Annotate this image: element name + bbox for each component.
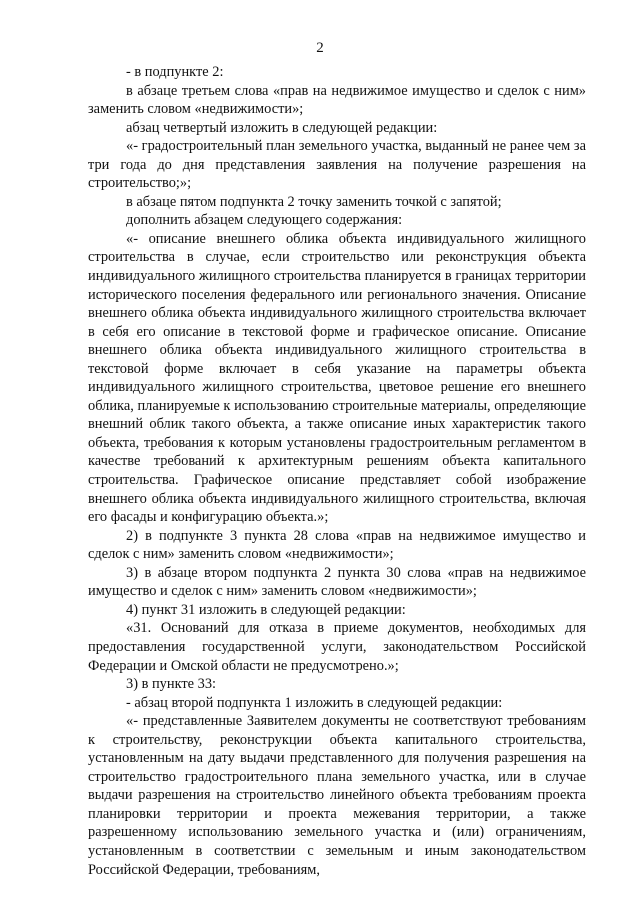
paragraph: 3) в пункте 33: (126, 676, 217, 693)
paragraph: «- градостроительный план земельного участка, выданный не ранее чем за три года до дня представления заявления на получение разрешения на строительство;»; (88, 138, 586, 192)
paragraph: - в подпункте 2: (126, 64, 224, 80)
paragraph: «- представленные Заявителем документы не соответствуют требованиям к строительству, реконструкции объекта капитального строительства, установленным на дату выдачи представленного для получения разрешения на строительство градостроительного плана земельного участка, или в случае выдачи разрешения на строительство линейного объекта требованиям проекта планировки территории и проекта межевания территории, а также разрешенному использованию земельного участка и (или) ограничениям, установленным в соответствии с земельным и иным законодательством Российской Федерации, требованиям, (88, 713, 586, 878)
page-number: 2 (316, 40, 324, 56)
document-body (88, 63, 586, 879)
paragraph: «- описание внешнего облика объекта индивидуального жилищного строительства в случае, если строительство или реконструкция объекта индивидуального жилищного строительства планируется в границах территории исторического поселения федерального или регионального значения. Описание внешнего облика объекта индивидуального жилищного строительства включает в себя его описание в текстовой форме и графическое описание. Описание внешнего облика объекта индивидуального жилищного строительства в текстовой форме включает в себя указание на параметры объекта индивидуального жилищного строительства, цветовое решение его внешнего облика, планируемые к использованию строительные материалы, определяющие внешний облик такого объекта, а также описание иных характеристик такого объекта, требования к которым установлены градостроительным регламентом в качестве требований к архитектурным решениям объекта капитального строительства. Графическое описание представляет собой изображение внешнего облика объекта индивидуального жилищного строительства, включая его фасады и конфигурацию объекта.»; (88, 230, 586, 526)
paragraph: 2) в подпункте 3 пункта 28 слова «прав на недвижимое имущество и сделок с ним» заменить словом «недвижимости»; (88, 527, 586, 563)
paragraph: в абзаце пятом подпункта 2 точку заменить точкой с запятой; (126, 193, 502, 210)
paragraph: абзац четвертый изложить в следующей редакции: (126, 119, 438, 136)
paragraph: 3) в абзаце втором подпункта 2 пункта 30 слова «прав на недвижимое имущество и сделок с ним» заменить словом «недвижимости»; (88, 564, 586, 600)
paragraph: в абзаце третьем слова «прав на недвижимое имущество и сделок с ним» заменить словом «недвижимости»; (88, 82, 586, 118)
paragraph: - абзац второй подпункта 1 изложить в следующей редакции: (126, 694, 503, 711)
paragraph: дополнить абзацем следующего содержания: (126, 212, 403, 229)
paragraph: «31. Оснований для отказа в приеме документов, необходимых для предоставления государственной услуги, законодательством Российской Федерации и Омской области не предусмотрено.»; (88, 620, 586, 674)
paragraph: 4) пункт 31 изложить в следующей редакции: (126, 601, 406, 618)
